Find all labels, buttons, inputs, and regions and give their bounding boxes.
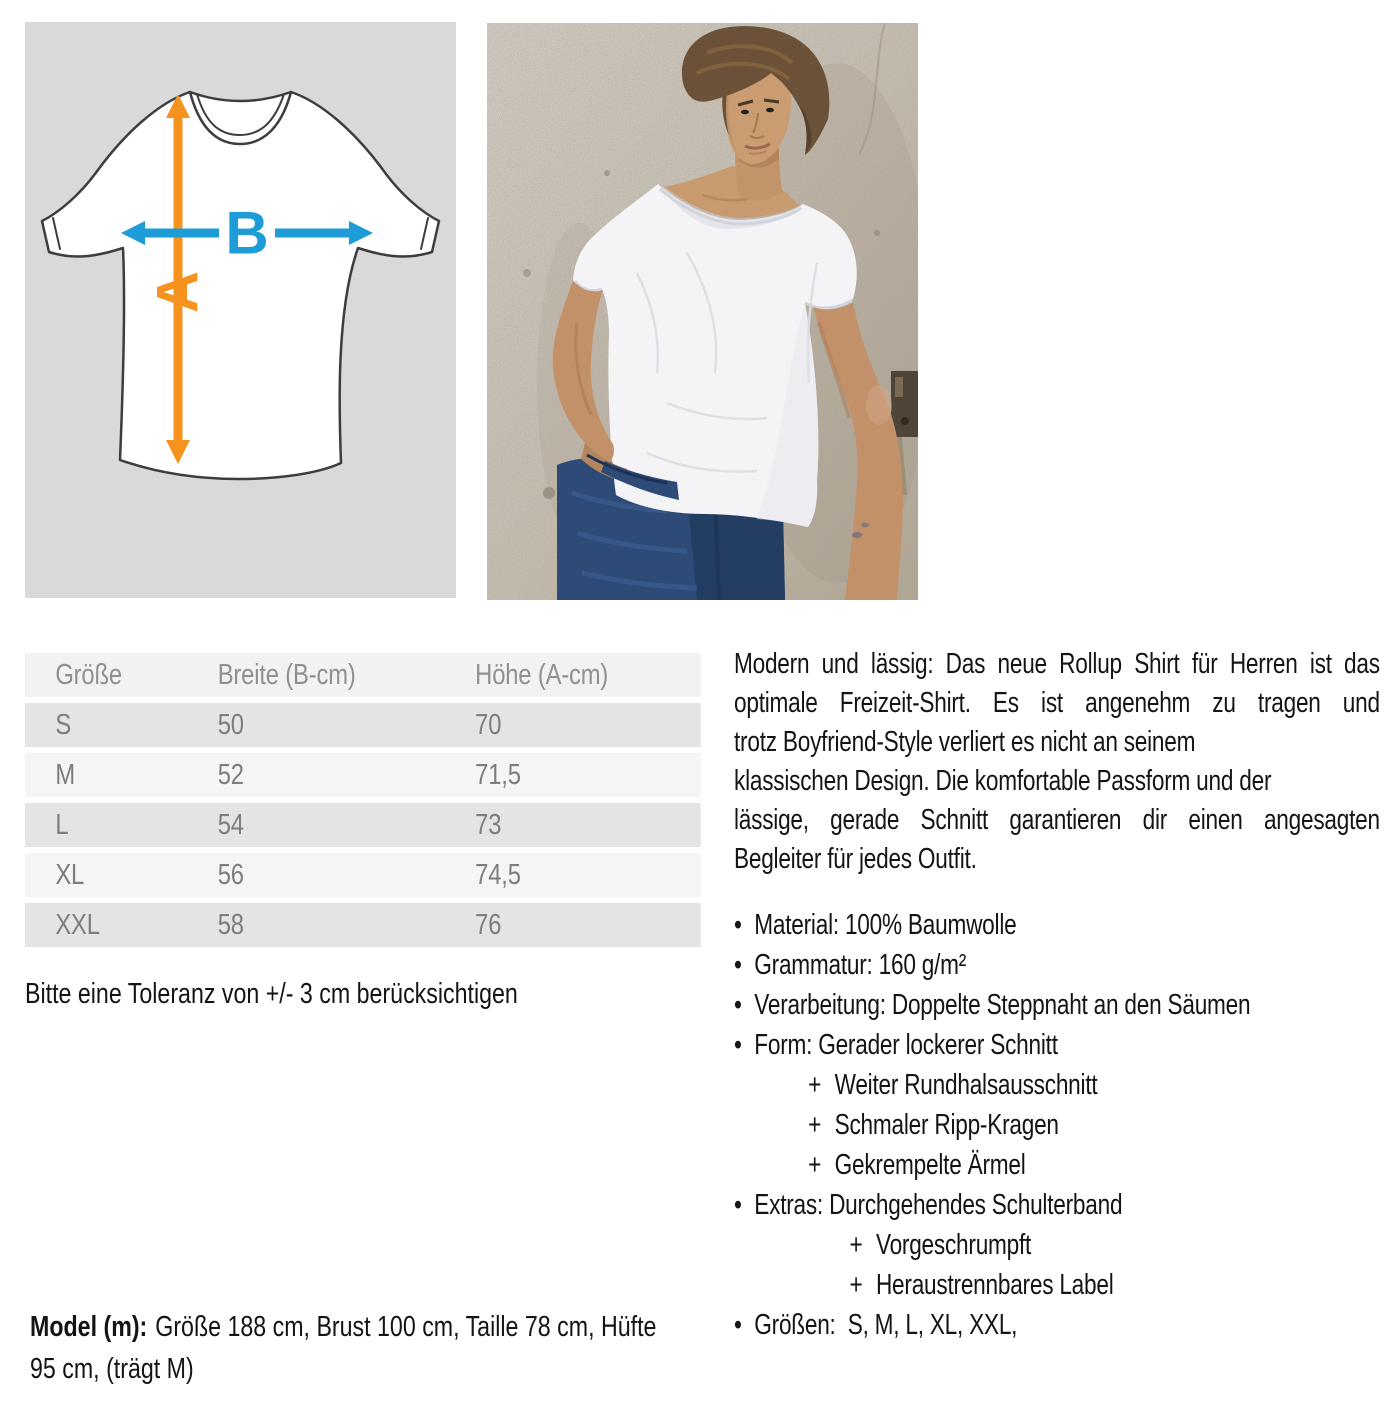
feature-text: Weiter Rundhalsausschnitt	[834, 1069, 1098, 1101]
feature-text: Vorgeschrumpft	[875, 1229, 1032, 1261]
feature-text: Heraustrennbares Label	[875, 1269, 1114, 1301]
description-line: optimale Freizeit-Shirt. Es ist angenehm zu tragen und	[734, 687, 1380, 719]
table-cell: 76	[475, 908, 502, 941]
model-info-details: Größe 188 cm, Brust 100 cm, Taille 78 cm, Hüfte 95 cm, (trägt M)	[30, 1311, 657, 1385]
table-cell: S	[55, 708, 72, 741]
bullet-marker: +	[849, 1269, 863, 1301]
bullet-marker: +	[808, 1109, 822, 1141]
width-label-b: B	[225, 199, 269, 267]
feature-text: Schmaler Ripp-Kragen	[834, 1109, 1059, 1141]
feature-item	[734, 1185, 1380, 1225]
model-photo-illustration	[487, 23, 918, 600]
table-cell: XXL	[55, 908, 100, 941]
table-cell: 74,5	[475, 858, 521, 891]
table-row	[25, 903, 701, 947]
feature-text: Verarbeitung: Doppelte Steppnaht an den Säumen	[754, 989, 1251, 1021]
feature-text: Material: 100% Baumwolle	[754, 909, 1017, 941]
feature-list	[734, 905, 1380, 1345]
table-row	[25, 853, 701, 897]
column-header: Größe	[55, 658, 122, 691]
bullet-marker: +	[808, 1149, 822, 1181]
feature-text: Größen: S, M, L, XL, XXL,	[754, 1309, 1018, 1341]
feature-item	[734, 945, 1380, 985]
table-row	[25, 753, 701, 797]
description-line: lässige, gerade Schnitt garantieren dir einen angesagten	[734, 804, 1380, 836]
feature-item	[734, 1145, 1380, 1185]
tshirt-measurement-diagram	[25, 22, 456, 598]
feature-item	[734, 1305, 1380, 1345]
height-label-a: A	[145, 271, 211, 313]
bullet-marker: +	[808, 1069, 822, 1101]
model-info	[30, 1306, 686, 1390]
table-cell: XL	[55, 858, 85, 891]
tolerance-note: Bitte eine Toleranz von +/- 3 cm berücksichtigen	[25, 978, 518, 1010]
feature-text: Gekrempelte Ärmel	[834, 1149, 1026, 1181]
product-photo	[487, 23, 918, 600]
size-diagram-panel	[25, 22, 456, 598]
feature-item	[734, 1065, 1380, 1105]
bullet-marker: •	[734, 1189, 742, 1221]
description-line: trotz Boyfriend-Style verliert es nicht an seinem	[734, 726, 1196, 758]
table-cell: 70	[475, 708, 502, 741]
description-line: klassischen Design. Die komfortable Passform und der	[734, 765, 1272, 797]
bullet-marker: •	[734, 1309, 742, 1341]
feature-text: Extras: Durchgehendes Schulterband	[754, 1189, 1123, 1221]
bullet-marker: •	[734, 949, 742, 981]
feature-text: Grammatur: 160 g/m²	[754, 949, 967, 981]
tshirt-outline-icon	[42, 92, 439, 479]
feature-item	[734, 1265, 1380, 1305]
table-cell: 58	[217, 908, 244, 941]
size-table	[25, 653, 701, 953]
bullet-marker: •	[734, 989, 742, 1021]
column-header: Höhe (A-cm)	[475, 658, 609, 691]
feature-item	[734, 905, 1380, 945]
bullet-marker: •	[734, 1029, 742, 1061]
table-cell: 73	[475, 808, 502, 841]
model-info-label: Model (m):	[30, 1311, 148, 1343]
bullet-marker: •	[734, 909, 742, 941]
description-line: Begleiter für jedes Outfit.	[734, 843, 977, 875]
bullet-marker: +	[849, 1229, 863, 1261]
product-description	[734, 645, 1380, 1345]
feature-text: Form: Gerader lockerer Schnitt	[754, 1029, 1058, 1061]
table-cell: 56	[217, 858, 244, 891]
table-cell: M	[55, 758, 75, 791]
table-row	[25, 703, 701, 747]
table-header-row	[25, 653, 701, 697]
feature-item	[734, 1025, 1380, 1065]
table-cell: 52	[217, 758, 244, 791]
description-paragraph	[734, 645, 1380, 879]
table-row	[25, 803, 701, 847]
table-cell: L	[55, 808, 69, 841]
table-cell: 71,5	[475, 758, 521, 791]
feature-item	[734, 1105, 1380, 1145]
feature-item	[734, 1225, 1380, 1265]
feature-item	[734, 985, 1380, 1025]
table-cell: 50	[217, 708, 244, 741]
description-line: Modern und lässig: Das neue Rollup Shirt für Herren ist das	[734, 648, 1380, 680]
column-header: Breite (B-cm)	[217, 658, 356, 691]
table-cell: 54	[217, 808, 244, 841]
